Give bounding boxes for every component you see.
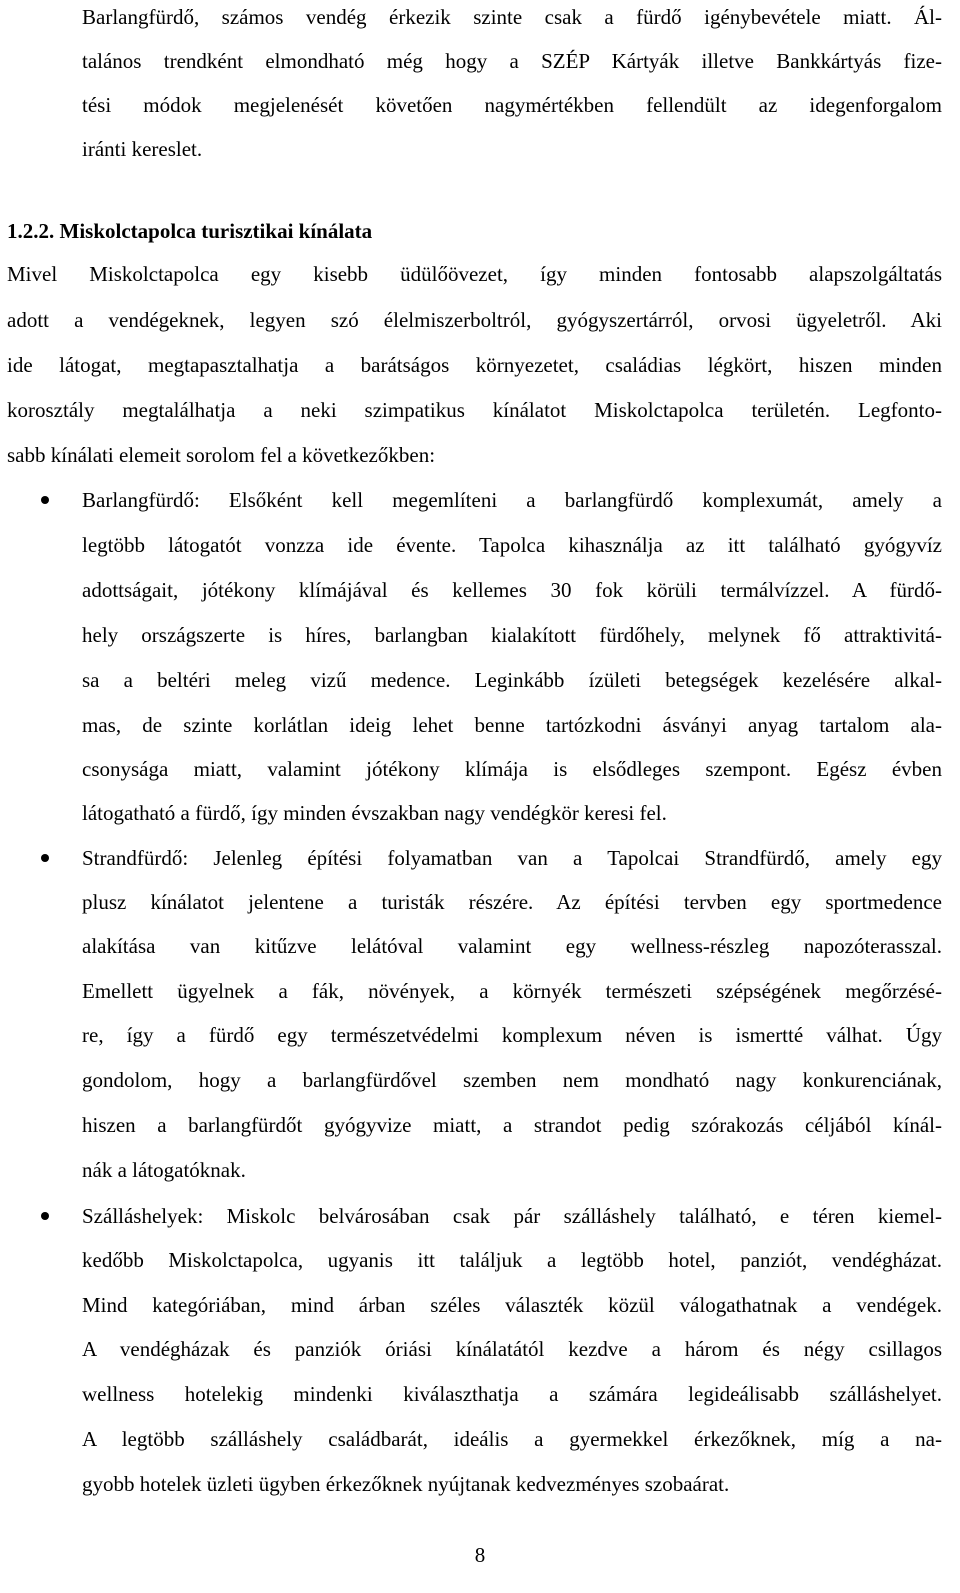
intro-paragraph-line: tési módok megjelenését követően nagymértékben fellendült az idegenforgalom [82, 93, 942, 117]
bullet-strandfurdo-line: plusz kínálatot jelentene a turisták részére. Az építési tervben egy sportmedence [82, 890, 942, 914]
bullet-barlangfurdo-line: Barlangfürdő: Elsőként kell megemlíteni a barlangfürdő komplexumát, amely a [82, 488, 942, 512]
body-paragraph-line: Mivel Miskolctapolca egy kisebb üdülőövezet, így minden fontosabb alapszolgáltatás [7, 262, 942, 286]
bullet-szallashelyek-line: gyobb hotelek üzleti ügyben érkezőknek nyújtanak kedvezményes szobaárat. [82, 1472, 730, 1496]
section-heading: 1.2.2. Miskolctapolca turisztikai kínálata [7, 219, 373, 243]
body-paragraph-line: sabb kínálati elemeit sorolom fel a következőkben: [7, 443, 436, 467]
bullet-barlangfurdo-line: hely országszerte is híres, barlangban kialakított fürdőhely, melynek fő attraktivitá- [82, 623, 942, 647]
bullet-barlangfurdo-line: csonysága miatt, valamint jótékony klímája is elsődleges szempont. Egész évben [82, 757, 942, 781]
bullet-strandfurdo-line: re, így a fürdő egy természetvédelmi komplexum néven is ismertté válhat. Úgy [82, 1023, 942, 1047]
bullet-strandfurdo-line: gondolom, hogy a barlangfürdővel szemben nem mondható nagy konkurenciának, [82, 1068, 942, 1092]
bullet-strandfurdo-line: Strandfürdő: Jelenleg építési folyamatban van a Tapolcai Strandfürdő, amely egy [82, 846, 942, 870]
bullet-szallashelyek-line: A vendégházak és panziók óriási kínálatától kezdve a három és négy csillagos [82, 1337, 942, 1361]
bullet-strandfurdo-line: alakítása van kitűzve lelátóval valamint egy wellness-részleg napozóterasszal. [82, 934, 942, 958]
intro-paragraph-line: iránti kereslet. [82, 137, 203, 161]
bullet-szallashelyek-line: kedőbb Miskolctapolca, ugyanis itt találjuk a legtöbb hotel, panziót, vendégházat. [82, 1248, 942, 1272]
bullet-szallashelyek-line: wellness hotelekig mindenki kiválaszthatja a számára legideálisabb szálláshelyet. [82, 1382, 942, 1406]
body-paragraph-line: ide látogat, megtapasztalhatja a barátságos környezetet, családias légkört, hiszen minden [7, 353, 942, 377]
intro-paragraph-line: Barlangfürdő, számos vendég érkezik szinte csak a fürdő igénybevétele miatt. Ál- [82, 5, 942, 29]
bullet-strandfurdo-line: nák a látogatóknak. [82, 1158, 246, 1182]
bullet-strandfurdo-line: Emellett ügyelnek a fák, növények, a környék természeti szépségének megőrzésé- [82, 979, 942, 1003]
bullet-barlangfurdo-line: sa a beltéri meleg vizű medence. Leginkább ízületi betegségek kezelésére alkal- [82, 668, 942, 692]
bullet-strandfurdo-marker [41, 854, 49, 862]
bullet-szallashelyek-line: Szálláshelyek: Miskolc belvárosában csak pár szálláshely található, e téren kiemel- [82, 1204, 942, 1228]
bullet-szallashelyek-line: Mind kategóriában, mind árban széles választék közül válogathatnak a vendégek. [82, 1293, 942, 1317]
page-number: 8 [474, 1543, 486, 1567]
bullet-barlangfurdo-line: legtöbb látogatót vonzza ide évente. Tapolca kihasználja az itt található gyógyvíz [82, 533, 942, 557]
bullet-strandfurdo-line: hiszen a barlangfürdőt gyógyvize miatt, a strandot pedig szórakozás céljából kínál- [82, 1113, 942, 1137]
intro-paragraph-line: talános trendként elmondható még hogy a SZÉP Kártyák illetve Bankkártyás fize- [82, 49, 942, 73]
bullet-barlangfurdo-line: mas, de szinte korlátlan ideig lehet benne tartózkodni ásványi anyag tartalom ala- [82, 713, 942, 737]
bullet-szallashelyek-marker [41, 1212, 49, 1220]
body-paragraph-line: adott a vendégeknek, legyen szó élelmiszerboltról, gyógyszertárról, orvosi ügyeletről. Aki [7, 308, 942, 332]
body-paragraph-line: korosztály megtalálhatja a neki szimpatikus kínálatot Miskolctapolca területén. Legfonto- [7, 398, 942, 422]
bullet-barlangfurdo-marker [41, 496, 49, 504]
bullet-szallashelyek-line: A legtöbb szálláshely családbarát, ideális a gyermekkel érkezőknek, míg a na- [82, 1427, 942, 1451]
bullet-barlangfurdo-line: látogatható a fürdő, így minden évszakban nagy vendégkör keresi fel. [82, 801, 667, 825]
bullet-barlangfurdo-line: adottságait, jótékony klímájával és kellemes 30 fok körüli termálvízzel. A fürdő- [82, 578, 942, 602]
